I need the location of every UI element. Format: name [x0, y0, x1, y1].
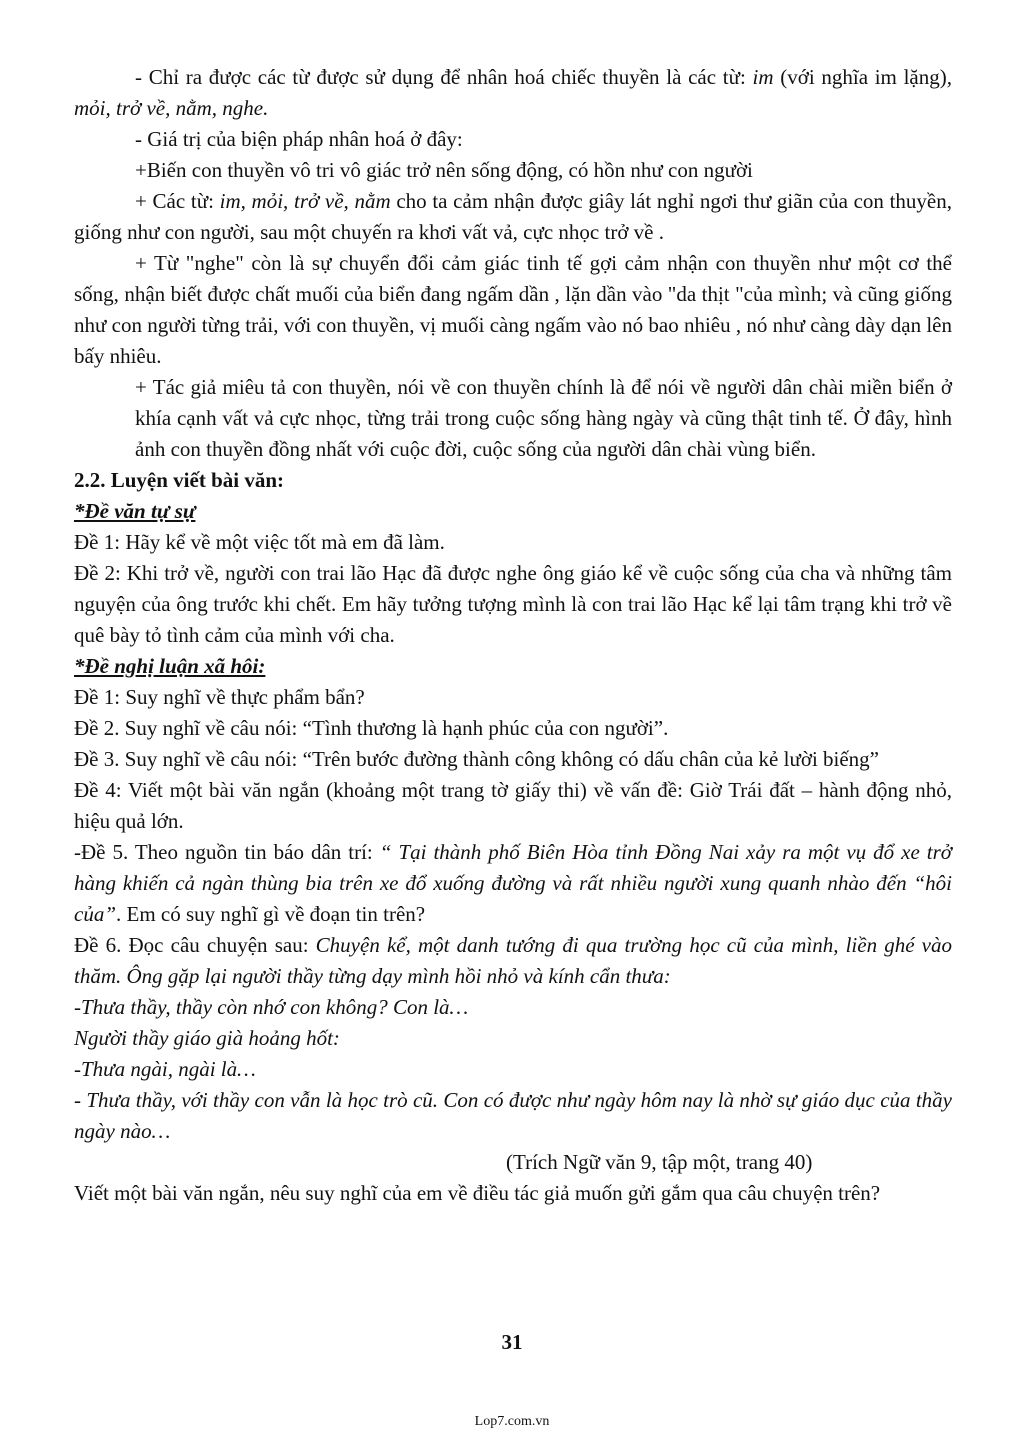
argument-topic-3: Đề 3. Suy nghĩ về câu nói: “Trên bước đường thành công không có dấu chân của kẻ lười biếng”	[74, 747, 880, 771]
paragraph-value-4: + Tác giả miêu tả con thuyền, nói về con thuyền chính là để nói về người dân chài miền biển ở khía cạnh vất vả cực nhọc, từng trải trong cuộc sống hàng ngày và cũng thật tinh tế. Ở đây, hình ảnh con thuyền đồng nhất với cuộc đời, cuộc sống của người dân chài vùng biển.	[135, 375, 952, 461]
paragraph-value-1: +Biến con thuyền vô tri vô giác trở nên sống động, có hồn như con người	[135, 158, 753, 182]
narrative-topic-2: Đề 2: Khi trở về, người con trai lão Hạc đã được nghe ông giáo kể về cuộc sống của cha và những tâm nguyện của ông trước khi chết. Em hãy tưởng tượng mình là con trai lão Hạc kể lại tâm trạng khi trở về quê bày tỏ tình cảm của mình với cha.	[74, 561, 952, 647]
subheading-social-argument: *Đề nghị luận xã hôi:	[74, 654, 266, 678]
document-body	[74, 62, 952, 1209]
story-source: (Trích Ngữ văn 9, tập một, trang 40)	[506, 1150, 813, 1174]
story-line-2: Người thầy giáo già hoảng hốt:	[74, 1026, 340, 1050]
narrative-topic-1: Đề 1: Hãy kể về một việc tốt mà em đã làm.	[74, 530, 445, 554]
paragraph-value-3: + Từ "nghe" còn là sự chuyển đổi cảm giác tinh tế gợi cảm nhận con thuyền như một cơ thể sống, nhận biết được chất muối của biển đang ngấm dần , lặn dần vào "da thịt "của mình; và cũng giống như con người từng trải, với con thuyền, vị muối càng ngấm vào nó bao nhiêu , nó như càng dày dạn lên bấy nhiêu.	[74, 251, 952, 368]
argument-topic-2: Đề 2. Suy nghĩ về câu nói: “Tình thương là hạnh phúc của con người”.	[74, 716, 669, 740]
argument-topic-6: Đề 6. Đọc câu chuyện sau: Chuyện kể, một danh tướng đi qua trường học cũ của mình, liền ghé vào thăm. Ông gặp lại người thầy từng dạy mình hồi nhỏ và kính cẩn thưa:	[74, 933, 952, 988]
paragraph-personification-words: - Chỉ ra được các từ được sử dụng để nhân hoá chiếc thuyền là các từ: im (với nghĩa im lặng), mỏi, trở về, nằm, nghe.	[74, 65, 952, 120]
final-task: Viết một bài văn ngắn, nêu suy nghĩ của em về điều tác giả muốn gửi gắm qua câu chuyện trên?	[74, 1181, 881, 1205]
subheading-narrative: *Đề văn tự sự	[74, 499, 196, 523]
argument-topic-5: -Đề 5. Theo nguồn tin báo dân trí: “ Tại thành phố Biên Hòa tỉnh Đồng Nai xảy ra một vụ đổ xe trở hàng khiến cả ngàn thùng bia trên xe đổ xuống đường và rất nhiều người xung quanh nhào đến “hôi của”. Em có suy nghĩ gì về đoạn tin trên?	[74, 840, 953, 926]
paragraph-value-intro: - Giá trị của biện pháp nhân hoá ở đây:	[135, 127, 463, 151]
paragraph-value-2: + Các từ: im, mỏi, trở về, nằm cho ta cảm nhận được giây lát nghỉ ngơi thư giãn của con thuyền, giống như con người, sau một chuyến ra khơi vất vả, cực nhọc trở về .	[74, 189, 952, 244]
story-line-3: -Thưa ngài, ngài là…	[74, 1057, 256, 1081]
argument-topic-4: Đề 4: Viết một bài văn ngắn (khoảng một trang tờ giấy thi) về vấn đề: Giờ Trái đất – hành động nhỏ, hiệu quả lớn.	[74, 778, 952, 833]
story-line-4: - Thưa thầy, với thầy con vẫn là học trò cũ. Con có được như ngày hôm nay là nhờ sự giáo dục của thầy ngày nào…	[74, 1088, 952, 1143]
story-line-1: -Thưa thầy, thầy còn nhớ con không? Con là…	[74, 995, 469, 1019]
argument-topic-1: Đề 1: Suy nghĩ về thực phẩm bẩn?	[74, 685, 365, 709]
section-heading: 2.2. Luyện viết bài văn:	[74, 468, 285, 492]
page-number: 31	[501, 1330, 523, 1354]
footer-site: Lop7.com.vn	[474, 1414, 550, 1429]
